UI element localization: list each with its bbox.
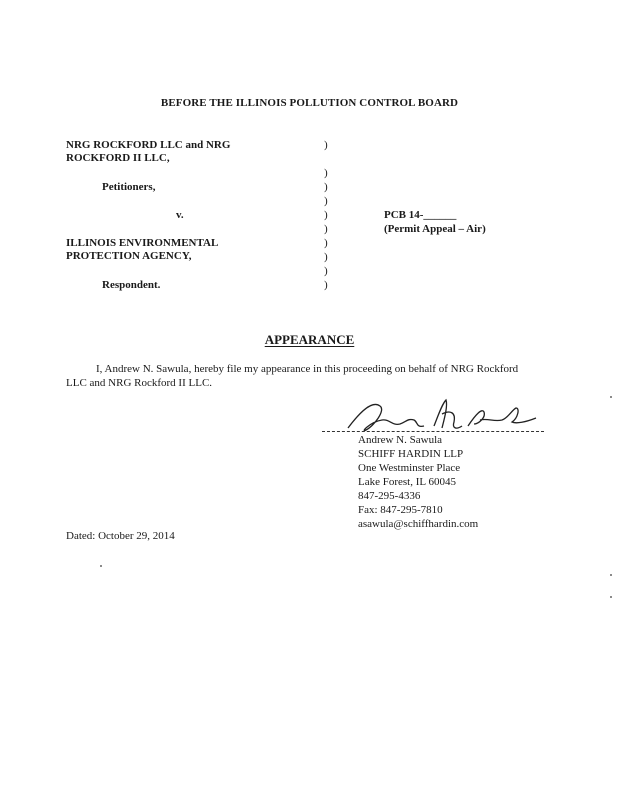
law-firm: SCHIFF HARDIN LLP (358, 448, 464, 460)
address-line2: Lake Forest, IL 60045 (358, 476, 456, 488)
attorney-name: Andrew N. Sawula (358, 434, 443, 446)
petitioner-name-line1: NRG ROCKFORD LLC and NRG (66, 139, 231, 151)
fax-number: Fax: 847-295-7810 (358, 504, 443, 516)
respondent-name-line2: PROTECTION AGENCY, (66, 250, 192, 262)
email-address: asawula@schiffhardin.com (358, 518, 479, 530)
caption-paren: ) (324, 237, 328, 249)
appearance-statement: I, Andrew N. Sawula, hereby file my appearance in this proceeding on behalf of NRG Rockford LLC and NRG Rockford II LLC. (66, 363, 519, 389)
scan-speck (610, 596, 612, 598)
case-number: PCB 14-______ (384, 209, 457, 221)
respondent-label: Respondent. (102, 279, 161, 291)
signature-block (358, 433, 478, 531)
caption-paren: ) (324, 279, 328, 291)
board-heading: BEFORE THE ILLINOIS POLLUTION CONTROL BOARD (160, 97, 459, 109)
phone-number: 847-295-4336 (358, 490, 421, 502)
caption-paren: ) (324, 223, 328, 235)
petitioners-label: Petitioners, (102, 181, 156, 193)
dated-line: Dated: October 29, 2014 (66, 530, 175, 542)
caption-paren: ) (324, 139, 328, 151)
document-title: APPEARANCE (264, 332, 355, 347)
caption-paren: ) (324, 167, 328, 179)
caption-paren: ) (324, 251, 328, 263)
respondent-name-line1: ILLINOIS ENVIRONMENTAL (66, 237, 219, 249)
scan-speck (610, 574, 612, 576)
case-type: (Permit Appeal – Air) (384, 223, 486, 235)
signature-line (322, 431, 544, 432)
caption-paren: ) (324, 265, 328, 277)
address-line1: One Westminster Place (358, 462, 461, 474)
caption-paren: ) (324, 181, 328, 193)
petitioner-name-line2: ROCKFORD II LLC, (66, 152, 170, 164)
caption-paren: ) (324, 195, 328, 207)
scan-speck (100, 565, 102, 567)
scan-speck (610, 396, 612, 398)
caption-paren: ) (324, 209, 328, 221)
versus-label: v. (176, 209, 184, 221)
